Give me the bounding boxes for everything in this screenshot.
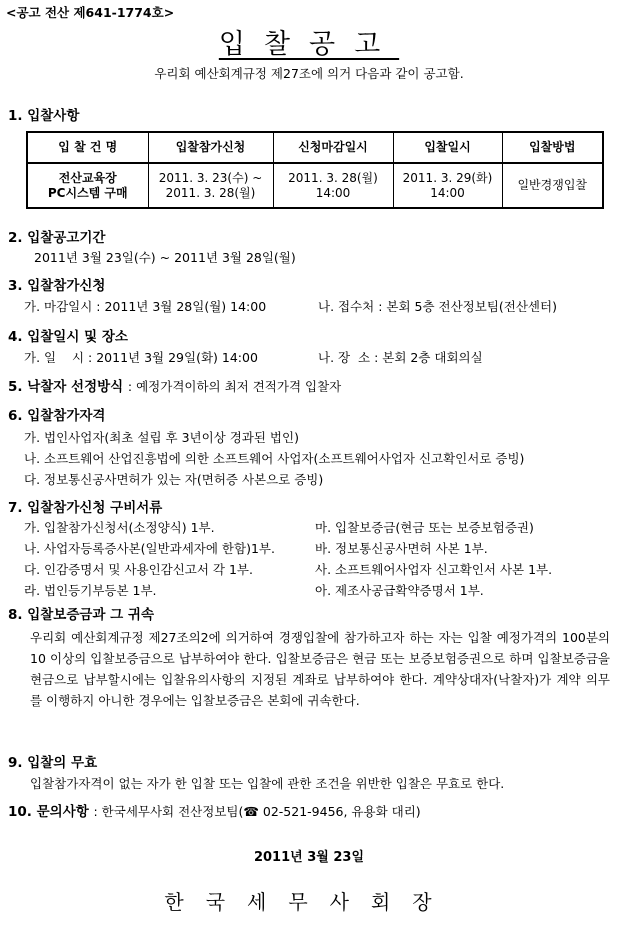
cell-line: 14:00	[430, 185, 465, 200]
list-item: 다. 인감증명서 및 사용인감신고서 각 1부.	[24, 562, 253, 577]
list-item: 바. 정보통신공사면허 사본 1부.	[315, 541, 488, 556]
section-6-title: 6. 입찰참가자격	[8, 408, 106, 424]
cell-line: PC시스템 구매	[47, 185, 128, 200]
list-item: 라. 법인등기부등본 1부.	[24, 583, 157, 598]
bid-datetime: 가. 일 시 : 2011년 3월 29일(화) 14:00	[24, 350, 258, 365]
section-2-title: 2. 입찰공고기간	[8, 230, 106, 246]
section-7-title: 7. 입찰참가신청 구비서류	[8, 500, 163, 516]
section-9-title: 9. 입찰의 무효	[8, 755, 98, 771]
list-item: 나. 소프트웨어 산업진흥법에 의한 소프트웨어 사업자(소프트웨어사업자 신고확인서로 증빙)	[24, 451, 525, 466]
table-row	[27, 163, 603, 208]
page-title: 입찰공고	[218, 29, 400, 60]
table-header: 신청마감일시	[273, 132, 393, 163]
table-header: 입찰참가신청	[148, 132, 273, 163]
section-5-title: 5. 낙찰자 선정방식	[8, 379, 124, 395]
section-8-title: 8. 입찰보증금과 그 귀속	[8, 607, 154, 623]
list-item: 마. 입찰보증금(현금 또는 보증보험증권)	[315, 520, 534, 535]
list-item: 아. 제조사공급확약증명서 1부.	[315, 583, 484, 598]
table-header: 입 찰 건 명	[27, 132, 148, 163]
bid-table	[26, 131, 604, 209]
organization-name: 한국세무사회장	[164, 890, 454, 914]
section-10-title: 10. 문의사항	[8, 804, 89, 820]
bid-place: 나. 장 소 : 본회 2층 대회의실	[318, 350, 483, 365]
selection-method: : 예정가격이하의 최저 견적가격 입찰자	[127, 379, 342, 394]
reference-number: <공고 전산 제641-1774호>	[6, 5, 175, 20]
apply-location: 나. 접수처 : 본회 5층 전산정보팀(전산센터)	[318, 299, 557, 314]
section-4-title: 4. 입찰일시 및 장소	[8, 329, 128, 345]
table-cell-method: 일반경쟁입찰	[502, 163, 603, 208]
list-item: 다. 정보통신공사면허가 있는 자(면허증 사본으로 증빙)	[24, 472, 324, 487]
list-item: 사. 소프트웨어사업자 신고확인서 사본 1부.	[315, 562, 553, 577]
notice-date: 2011년 3월 23일	[253, 850, 365, 865]
notice-period: 2011년 3월 23일(수) ~ 2011년 3월 28일(월)	[34, 250, 296, 265]
apply-deadline: 가. 마감일시 : 2011년 3월 28일(월) 14:00	[24, 299, 267, 314]
deposit-paragraph: 우리회 예산회계규정 제27조의2에 의거하여 경쟁입찰에 참가하고자 하는 자는 입찰 예정가격의 100분의 10 이상의 입찰보증금으로 납부하여야 한다. 입찰보증금은 현금 또는 보증보험증권으로 하며 입찰보증금을 현금으로 납부할시에는 입찰유의사항의 지정된 계좌로 납부하여야 한다. 계약상대자(낙찰자)가 계약 의무를 이행하지 아니한 경우에는 입찰보증금은 본회에 귀속한다.	[30, 630, 610, 708]
list-item: 나. 사업자등록증사본(일반과세자에 한함)1부.	[24, 541, 275, 556]
cell-line: 2011. 3. 28(월)	[165, 185, 256, 200]
section-1-title: 1. 입찰사항	[8, 108, 80, 124]
intro-text: 우리회 예산회계규정 제27조에 의거 다음과 같이 공고함.	[154, 66, 464, 81]
table-cell-deadline	[273, 163, 393, 208]
section-10	[8, 800, 421, 820]
cell-line: 2011. 3. 23(수) ~	[158, 170, 263, 185]
cell-line: 전산교육장	[58, 170, 117, 185]
section-3-title: 3. 입찰참가신청	[8, 278, 106, 294]
table-header: 입찰일시	[393, 132, 502, 163]
table-header: 입찰방법	[502, 132, 603, 163]
contact-info: : 한국세무사회 전산정보팀(☎ 02-521-9456, 유용화 대리)	[93, 804, 421, 819]
cell-line: 2011. 3. 28(월)	[288, 170, 378, 185]
invalid-bid-text: 입찰참가자격이 없는 자가 한 입찰 또는 입찰에 관한 조건을 위반한 입찰은 무효로 한다.	[30, 776, 505, 791]
cell-line: 2011. 3. 29(화)	[402, 170, 493, 185]
list-item: 가. 입찰참가신청서(소정양식) 1부.	[24, 520, 215, 535]
cell-line: 14:00	[315, 185, 351, 200]
list-item: 가. 법인사업자(최초 설립 후 3년이상 경과된 법인)	[24, 430, 299, 445]
section-5	[8, 375, 341, 395]
table-cell-apply	[148, 163, 273, 208]
table-cell-bid-date	[393, 163, 502, 208]
table-cell-name	[27, 163, 148, 208]
